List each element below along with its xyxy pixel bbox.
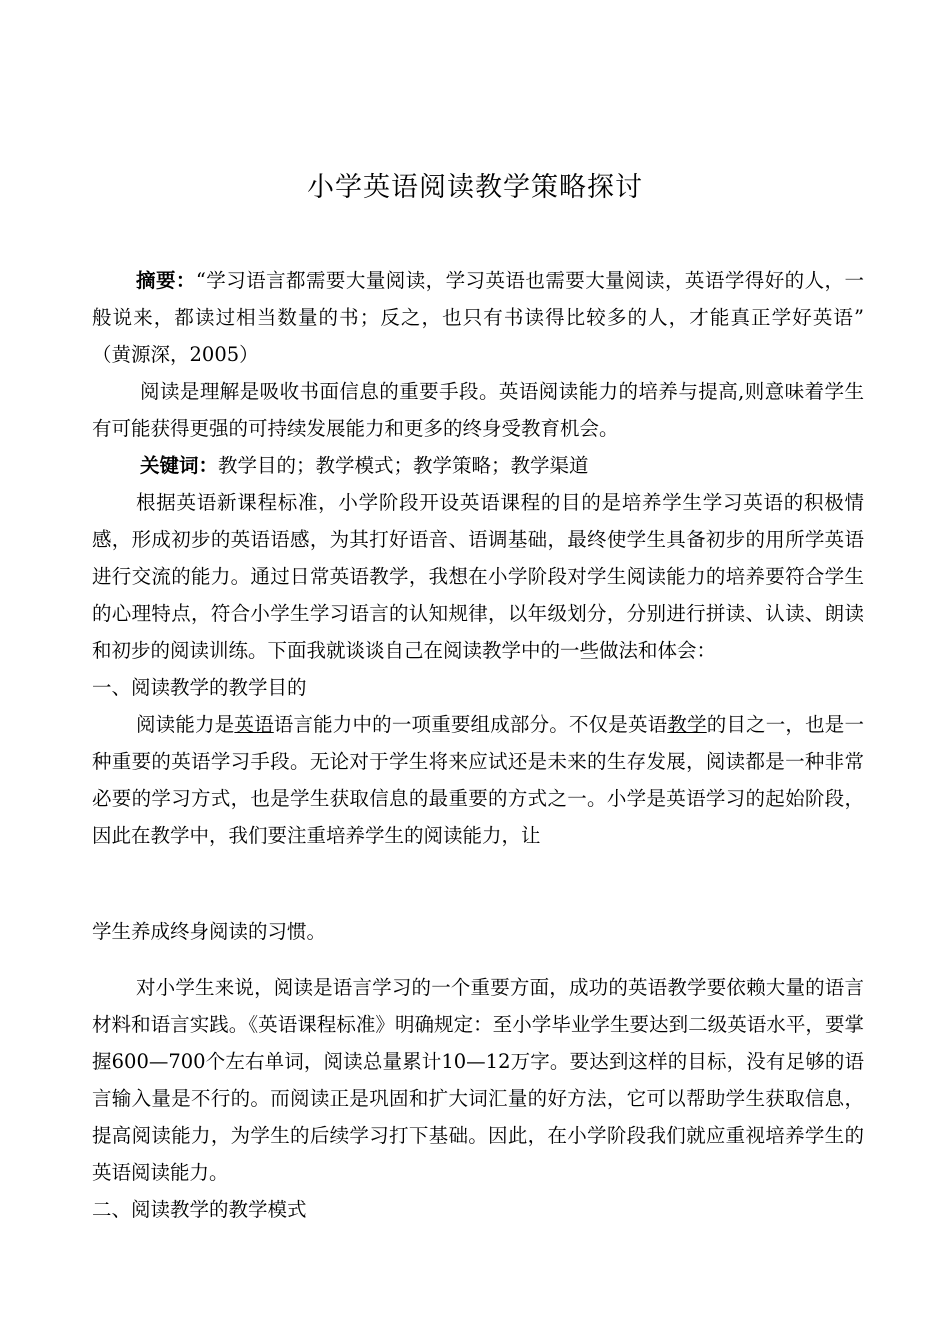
document-body-top	[92, 262, 884, 854]
section1-heading: 一、阅读教学的教学目的	[92, 676, 307, 699]
section1-text-part3: 的目之一，也是一种重要的英语学习手段。无论对于学生将来应试还是未来的生存发展，阅读都是一种非常必要的学习方式，也是学生获取信息的最重要的方式之一。小学是英语学习的起始阶段，因此在教学中，我们要注重培养学生的阅读能力，让	[92, 713, 864, 847]
section1-text-part1: 阅读能力是	[136, 713, 235, 736]
keywords-text: 教学目的；教学模式；教学策略；教学渠道	[218, 454, 589, 477]
document-body-lower	[92, 969, 864, 1228]
section1-text-part2: 语言能力中的一项重要组成部分。不仅是英语	[273, 713, 668, 736]
section2-heading: 二、阅读教学的教学模式	[92, 1198, 307, 1221]
background-paragraph: 根据英语新课程标准，小学阶段开设英语课程的目的是培养学生学习英语的积极情感，形成初步的英语语感，为其打好语音、语调基础，最终使学生具备初步的用所学英语进行交流的能力。通过日常英语教学，我想在小学阶段对学生阅读能力的培养要符合学生的心理特点，符合小学生学习语言的认知规律，以年级划分，分别进行拼读、认读、朗读和初步的阅读训练。下面我就谈谈自己在阅读教学中的一些做法和体会：	[92, 491, 864, 662]
section1-paragraph	[92, 706, 864, 854]
section1-paragraph-continued: 学生养成终身阅读的习惯。	[92, 920, 327, 943]
english-link[interactable]: 英语	[234, 713, 274, 736]
section1-paragraph2: 对小学生来说，阅读是语言学习的一个重要方面，成功的英语教学要依赖大量的语言材料和语言实践。《英语课程标准》明确规定：至小学毕业学生要达到二级英语水平，要掌握600—700个左右单词，阅读总量累计10—12万字。要达到这样的目标，没有足够的语言输入量是不行的。而阅读正是巩固和扩大词汇量的好方法，它可以帮助学生获取信息，提高阅读能力，为学生的后续学习打下基础。因此，在小学阶段我们就应重视培养学生的英语阅读能力。	[92, 976, 864, 1184]
abstract-paragraph	[92, 262, 884, 373]
intro-paragraph: 阅读是理解是吸收书面信息的重要手段。英语阅读能力的培养与提高,则意味着学生有可能获得更强的可持续发展能力和更多的终身受教育机会。	[92, 380, 864, 440]
abstract-label: 摘要：	[136, 269, 196, 292]
document-body-bottom	[92, 913, 864, 950]
keywords-label: 关键词：	[140, 454, 219, 477]
abstract-text: “学习语言都需要大量阅读，学习英语也需要大量阅读，英语学得好的人，一般说来，都读过相当数量的书；反之，也只有书读得比较多的人，才能真正学好英语” （黄源深，2005）	[92, 269, 884, 366]
document-title: 小学英语阅读教学策略探讨	[307, 172, 643, 203]
keywords-paragraph	[92, 447, 864, 484]
teaching-link[interactable]: 教学	[667, 713, 707, 736]
